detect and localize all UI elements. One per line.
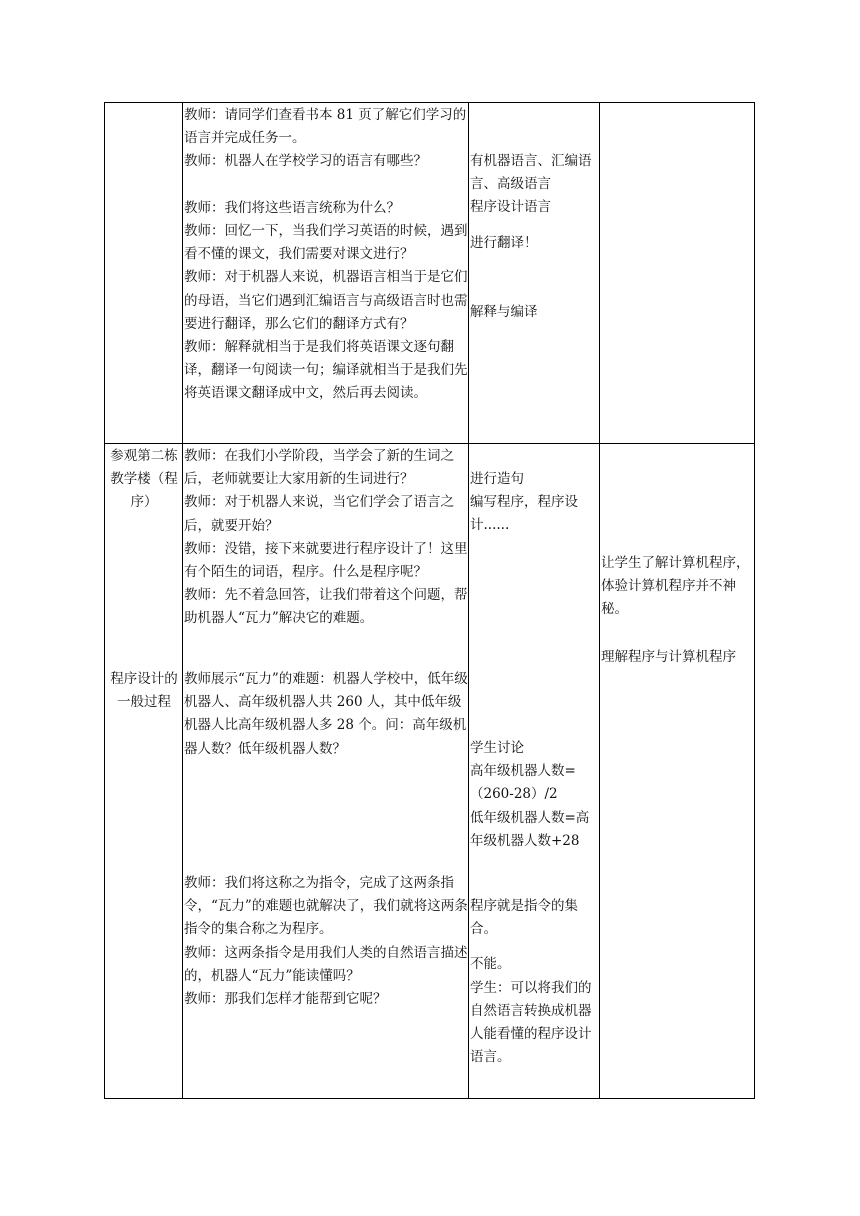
teacher-line: 教师：机器人在学校学习的语言有哪些？ — [184, 153, 427, 170]
table-row-divider — [104, 443, 755, 444]
teacher-line: 教师：那我们怎样才能帮到它呢？ — [184, 991, 387, 1008]
teacher-line: 教师：在我们小学阶段，当学会了新的生词之后，老师就要让大家用新的生词进行？ — [184, 448, 454, 488]
teacher-line: 教师：我们将这些语言统称为什么？ — [184, 199, 400, 216]
row1-teacher-cell — [184, 104, 469, 406]
lesson-plan-table — [104, 102, 755, 1099]
student-line: 程序就是指令的集合。 — [470, 898, 578, 938]
teacher-line: 教师：请同学们查看书本 81 页了解它们学习的语言并完成任务一。 — [184, 107, 467, 147]
row2-teacher-cell-b — [184, 668, 469, 761]
teacher-line: 教师：回忆一下，当我们学习英语的时候，遇到看不懂的课文，我们需要对课文进行？ — [184, 223, 468, 263]
row2-stage-title-1: 参观第二栋教学楼（程序） — [110, 448, 178, 511]
table-border-right — [754, 102, 755, 1099]
teacher-line: 教师：解释就相当于是我们将英语课文逐句翻译，翻译一句阅读一句；编译就相当于是我们先将英语课文翻译成中文，然后再去阅读。 — [184, 339, 468, 402]
intent-line: 理解程序与计算机程序 — [601, 648, 736, 665]
row2-student-cell-c — [470, 895, 600, 1069]
student-line: 学生讨论 — [470, 740, 524, 756]
teacher-line — [184, 174, 469, 197]
row2-student-cell-a — [470, 468, 600, 538]
row2-stage-title-2: 程序设计的一般过程 — [110, 671, 178, 711]
student-line: 高年级机器人数=（260-28）/2 — [470, 763, 576, 803]
row2-intent-cell — [601, 552, 754, 669]
table-border-bottom — [104, 1098, 755, 1099]
student-line: 编写程序，程序设计...... — [470, 494, 578, 534]
intent-line: 让学生了解计算机程序，体验计算机程序并不神秘。 — [601, 555, 750, 618]
student-line: 有机器语言、汇编语言、高级语言 — [470, 153, 592, 193]
column-divider-1 — [182, 102, 183, 1099]
student-line: 进行造句 — [470, 471, 524, 487]
teacher-line: 教师展示“瓦力”的难题：机器人学校中，低年级机器人、高年级机器人共 260 人，其中低年级机器人比高年级机器人多 28 个。问：高年级机器人数？低年级机器人数？ — [184, 671, 468, 757]
table-border-left — [104, 102, 105, 1099]
teacher-line: 教师：我们将这称之为指令，完成了这两条指令，“瓦力”的难题也就解决了，我们就将这两条指令的集合称之为程序。 — [184, 875, 468, 938]
row1-student-cell — [470, 150, 600, 324]
student-line: 不能。 — [470, 956, 511, 973]
teacher-line: 教师：先不着急回答，让我们带着这个问题，帮助机器人“瓦力”解决它的难题。 — [184, 587, 468, 627]
teacher-line: 教师：这两条指令是用我们人类的自然语言描述的，机器人“瓦力”能读懂吗？ — [184, 944, 468, 984]
table-border-top — [104, 102, 755, 103]
student-line: 进行翻译！ — [470, 234, 538, 251]
student-line: 解释与编译 — [470, 303, 538, 320]
row2-student-cell-b — [470, 737, 600, 853]
teacher-line: 教师：对于机器人来说，机器语言相当于是它们的母语，当它们遇到汇编语言与高级语言时也需要进行翻译，那么它们的翻译方式有？ — [184, 269, 468, 332]
teacher-line: 教师：对于机器人来说，当它们学会了语言之后，就要开始？ — [184, 494, 454, 534]
student-line: 学生：可以将我们的自然语言转换成机器人能看懂的程序设计语言。 — [470, 979, 592, 1066]
teacher-line: 教师：没错，接下来就要进行程序设计了！这里有个陌生的词语，程序。什么是程序呢？ — [184, 540, 468, 581]
row2-teacher-cell-c — [184, 872, 469, 1011]
row2-teacher-cell-a — [184, 445, 469, 631]
student-line: 低年级机器人数=高年级机器人数+28 — [470, 809, 590, 849]
student-line: 程序设计语言 — [470, 199, 551, 216]
